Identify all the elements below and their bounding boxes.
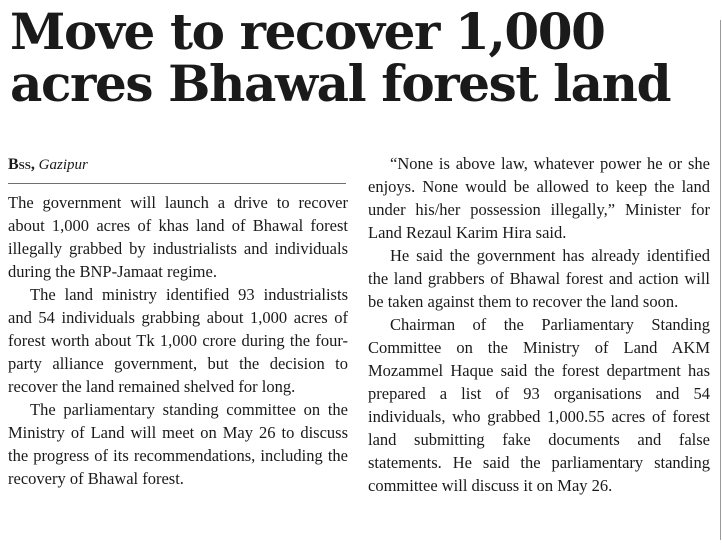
byline-location: Gazipur <box>38 157 88 173</box>
article-column-right <box>368 152 710 497</box>
column-edge-rule <box>720 20 721 540</box>
headline <box>10 2 716 113</box>
article-column-left <box>8 152 348 490</box>
paragraph-left-1: The government will launch a drive to recover about 1,000 acres of khas land of Bhawal forest illegally grabbed by industrialists and individuals during the BNP-Jamaat regime. <box>8 193 348 281</box>
headline-line-2: acres Bhawal forest land <box>10 54 671 113</box>
headline-line-1: Move to recover 1,000 <box>10 2 605 61</box>
paragraph-right-1: “None is above law, whatever power he or she enjoys. None would be allowed to keep the land under his/her possession illegally,” Minister for Land Rezaul Karim Hira said. <box>368 154 710 242</box>
byline <box>8 152 346 184</box>
paragraph-right-3: Chairman of the Parliamentary Standing Committee on the Ministry of Land AKM Mozammel Haque said the forest department has prepared a list of 93 organisations and 54 individuals, who grabbed 1,000.55 acres of forest land submitting fake documents and false statements. He said the parliamentary standing committee will discuss it on May 26. <box>368 315 710 495</box>
byline-agency: Bss, <box>8 156 35 173</box>
paragraph-left-3: The parliamentary standing committee on the Ministry of Land will meet on May 26 to discuss the progress of its recommendations, including the recovery of Bhawal forest. <box>8 400 348 488</box>
paragraph-left-2: The land ministry identified 93 industrialists and 54 individuals grabbing about 1,000 acres of forest worth about Tk 1,000 crore during the four-party alliance government, but the decision to recover the land remained shelved for long. <box>8 285 348 396</box>
paragraph-right-2: He said the government has already identified the land grabbers of Bhawal forest and action will be taken against them to recover the land soon. <box>368 246 710 311</box>
